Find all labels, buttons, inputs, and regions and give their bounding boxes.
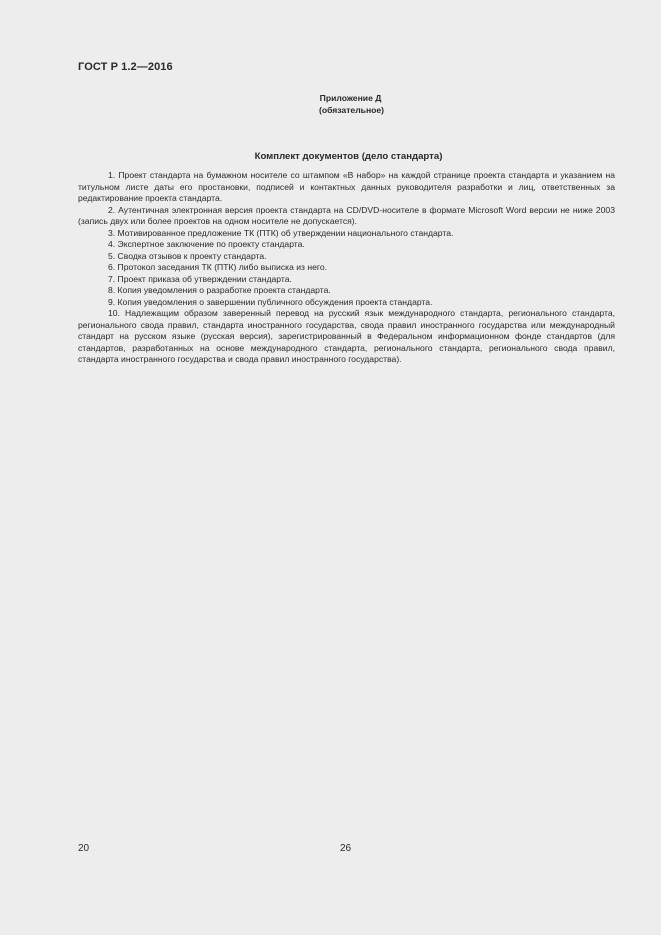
appendix-title: Приложение Д — [319, 93, 382, 103]
list-item-6: 6. Протокол заседания ТК (ПТК) либо выписка из него. — [108, 262, 328, 272]
document-header: ГОСТ Р 1.2—2016 — [78, 61, 173, 73]
section-title: Комплект документов (дело стандарта) — [254, 151, 443, 162]
list-item-3: 3. Мотивированное предложение ТК (ПТК) об утверждении национального стандарта. — [108, 227, 454, 238]
list-item-5: 5. Сводка отзывов к проекту стандарта. — [108, 250, 267, 261]
list-item-1: 1. Проект стандарта на бумажном носителе со штампом «В набор» на каждой странице проекта стандарта и указанием на титульном листе даты его простановки, подписей и контактных данных руководителя разработки и лиц, ответственных за редактирование проекта стандарта. — [78, 170, 615, 203]
list-item-4: 4. Экспертное заключение по проекту стандарта. — [108, 239, 305, 249]
page-number-center: 26 — [340, 843, 352, 854]
list-item-7: 7. Проект приказа об утверждении стандарта. — [108, 273, 292, 284]
page-number-left: 20 — [78, 843, 90, 854]
document-body — [78, 170, 615, 366]
list-item-8: 8. Копия уведомления о разработке проекта стандарта. — [108, 285, 331, 295]
appendix-heading — [0, 92, 661, 116]
appendix-status: (обязательное) — [318, 105, 385, 115]
list-item-10: 10. Надлежащим образом заверенный перевод на русский язык международного стандарта, регионального стандарта, регионального свода правил, стандарта иностранного государства, свода правил иностранного государства или международный стандарт на русском языке (русская версия), зарегистрированный в Федеральном информационном фонде стандартов (для стандартов, разработанных на основе международного стандарта, регионального стандарта, регионального свода правил, стандарта иностранного государства и свода правил иностранного государства). — [78, 308, 615, 364]
list-item-2: 2. Аутентичная электронная версия проекта стандарта на CD/DVD-носителе в формате Microsoft Word версии не ниже 2003 (запись двух или более проектов на одном носителе не допускается). — [78, 204, 615, 226]
list-item-9: 9. Копия уведомления о завершении публичного обсуждения проекта стандарта. — [108, 296, 433, 307]
